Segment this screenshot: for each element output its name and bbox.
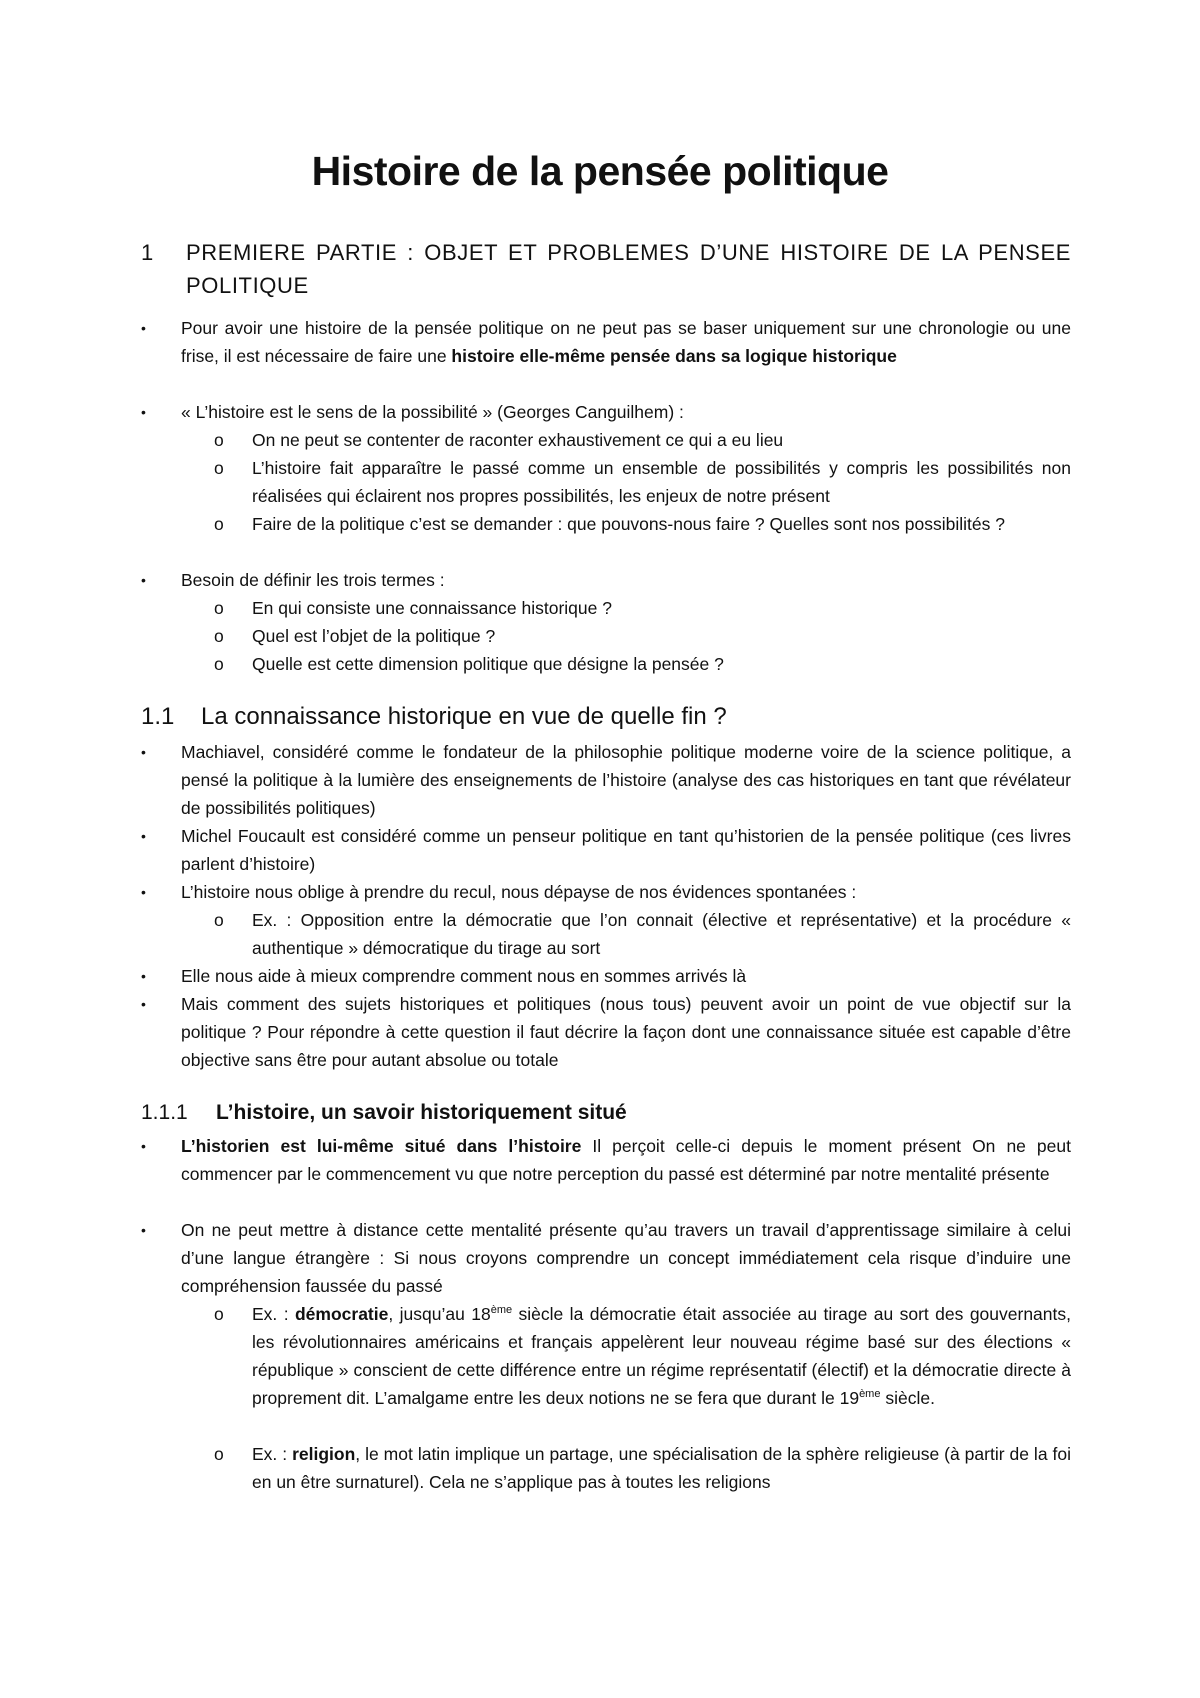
sub-bullet-text: On ne peut se contenter de raconter exhaustivement ce qui a eu lieu — [252, 430, 784, 450]
bullet-text: Machiavel, considéré comme le fondateur de la philosophie politique moderne voire de la science politique, a pensé la politique à la lumière des enseignements de l’histoire (analyse des cas historiques en tant que révélateur de possibilités politiques) — [181, 742, 1071, 818]
bullet-icon: • — [141, 1222, 146, 1238]
bullet-icon: • — [141, 572, 146, 588]
section-number: 1.1 — [141, 703, 175, 730]
sub-bullet-text: Quelle est cette dimension politique que désigne la pensée ? — [252, 654, 724, 674]
bullet-text: On ne peut mettre à distance cette mentalité présente qu’au travers un travail d’apprentissage similaire à celui d’une langue étrangère : Si nous croyons comprendre un concept immédiatement cela risque d’induire une compréhension faussée du passé — [181, 1220, 1071, 1296]
sub-bullet-icon: o — [214, 626, 224, 646]
bullet-text: Mais comment des sujets historiques et politiques (nous tous) peuvent avoir un point de vue objectif sur la politique ? Pour répondre à cette question il faut décrire la façon dont une connaissance située est capable d’être objective sans être pour autant absolue ou totale — [181, 994, 1071, 1070]
sub-bullet-icon: o — [214, 654, 224, 674]
bullet-icon: • — [141, 1138, 146, 1154]
sub-bullet-icon: o — [214, 910, 224, 930]
bullet-text: « L’histoire est le sens de la possibilité » (Georges Canguilhem) : — [181, 402, 684, 422]
sub-bullet-text: Ex. : démocratie, jusqu’au 18ème siècle la démocratie était associée au tirage au sort des gouvernants, les révolutionnaires américains et français appelèrent leur nouveau régime basé sur des élections « république » conscient de cette différence entre un régime représentatif (électif) et la démocratie directe à proprement dit. L’amalgame entre les deux notions ne se fera que durant le 19ème siècle. — [252, 1304, 1071, 1408]
sub-bullet-icon: o — [214, 1444, 224, 1464]
bullet-icon: • — [141, 404, 146, 420]
bullet-text: L’historien est lui-même situé dans l’histoire Il perçoit celle-ci depuis le moment présent On ne peut commencer par le commencement vu que notre perception du passé est déterminé par notre mentalité présente — [181, 1136, 1071, 1184]
sub-bullet-text: Quel est l’objet de la politique ? — [252, 626, 496, 646]
section-title: La connaissance historique en vue de quelle fin ? — [201, 703, 727, 730]
bullet-icon: • — [141, 320, 146, 336]
section-1-1-heading — [141, 702, 727, 732]
bullet-icon: • — [141, 884, 146, 900]
sub-bullet-icon: o — [214, 458, 224, 478]
sub-bullet-icon: o — [214, 514, 224, 534]
sub-bullet-text: L’histoire fait apparaître le passé comme un ensemble de possibilités y compris les possibilités non réalisées qui éclairent nos propres possibilités, les enjeux de notre présent — [252, 458, 1071, 506]
sub-bullet-text: Ex. : Opposition entre la démocratie que l’on connait (élective et représentative) et la procédure « authentique » démocratique du tirage au sort — [252, 910, 1071, 958]
page-title: Histoire de la pensée politique — [311, 148, 889, 194]
section-number: 1 — [141, 240, 154, 265]
section-title: PREMIERE PARTIE : OBJET ET PROBLEMES D’UNE HISTOIRE DE LA PENSEE POLITIQUE — [186, 240, 1071, 298]
sub-bullet-icon: o — [214, 1304, 224, 1324]
section-number: 1.1.1 — [141, 1101, 188, 1124]
bullet-text: Besoin de définir les trois termes : — [181, 570, 445, 590]
bullet-icon: • — [141, 968, 146, 984]
sub-bullet-icon: o — [214, 430, 224, 450]
bullet-text: Pour avoir une histoire de la pensée politique on ne peut pas se baser uniquement sur une chronologie ou une frise, il est nécessaire de faire une histoire elle-même pensée dans sa logique historique — [181, 318, 1071, 366]
bullet-text: L’histoire nous oblige à prendre du recul, nous dépayse de nos évidences spontanées : — [181, 882, 857, 902]
sub-bullet-icon: o — [214, 598, 224, 618]
sub-bullet-text: Faire de la politique c’est se demander : que pouvons-nous faire ? Quelles sont nos possibilités ? — [252, 514, 1005, 534]
bullet-icon: • — [141, 996, 146, 1012]
section-title: L’histoire, un savoir historiquement situé — [216, 1101, 627, 1124]
sub-bullet-text: Ex. : religion, le mot latin implique un partage, une spécialisation de la sphère religieuse (à partir de la foi en un être surnaturel). Cela ne s’applique pas à toutes les religions — [252, 1444, 1071, 1492]
bullet-text: Elle nous aide à mieux comprendre comment nous en sommes arrivés là — [181, 966, 747, 986]
sub-bullet-text: En qui consiste une connaissance historique ? — [252, 598, 612, 618]
bullet-icon: • — [141, 828, 146, 844]
bullet-text: Michel Foucault est considéré comme un penseur politique en tant qu’historien de la pensée politique (ces livres parlent d’histoire) — [181, 826, 1071, 874]
bullet-icon: • — [141, 744, 146, 760]
section-1-1-1-heading — [141, 1099, 627, 1127]
